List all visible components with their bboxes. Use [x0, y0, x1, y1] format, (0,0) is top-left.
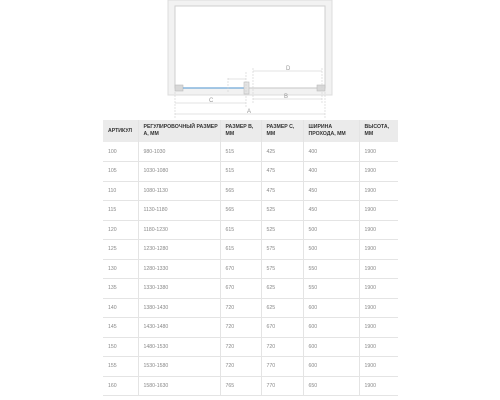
cell-passage-width: 650 — [303, 376, 359, 396]
door-handle — [244, 82, 249, 94]
cell-adjust-size-a: 1580-1630 — [138, 376, 220, 396]
cell-article: 130 — [108, 265, 117, 272]
cell-article: 155 — [108, 363, 117, 370]
cell-size-b: 615 — [220, 240, 261, 260]
cell-passage-width: 450 — [303, 201, 359, 221]
cell-height: 1900 — [359, 376, 398, 396]
shower-door-diagram — [0, 0, 500, 118]
table-row — [103, 357, 398, 377]
header-height: ВЫСОТА, ММ — [359, 120, 398, 142]
cell-height: 1900 — [359, 220, 398, 240]
cell-article: 100 — [108, 148, 117, 155]
cell-adjust-size-a: 1230-1280 — [138, 240, 220, 260]
right-profile — [317, 85, 325, 91]
cell-size-b: 720 — [220, 298, 261, 318]
cell-size-b: 565 — [220, 181, 261, 201]
header-row — [103, 120, 398, 142]
cell-size-c: 625 — [261, 279, 303, 299]
cell-size-b: 765 — [220, 376, 261, 396]
cell-size-c: 475 — [261, 181, 303, 201]
cell-size-c: 670 — [261, 318, 303, 338]
cell-passage-width: 600 — [303, 337, 359, 357]
cell-adjust-size-a: 1080-1130 — [138, 181, 220, 201]
cell-height: 1900 — [359, 201, 398, 221]
cell-adjust-size-a: 1030-1080 — [138, 162, 220, 182]
cell-size-c: 525 — [261, 220, 303, 240]
cell-adjust-size-a: 1530-1580 — [138, 357, 220, 377]
cell-height: 1900 — [359, 298, 398, 318]
header-adjust-size-a: РЕГУЛИРОВОЧНЫЙ РАЗМЕР А, ММ — [138, 120, 220, 142]
left-profile — [175, 85, 183, 91]
cell-article: 135 — [108, 285, 117, 292]
cell-adjust-size-a: 1430-1480 — [138, 318, 220, 338]
table-row — [103, 376, 398, 396]
glass-panel — [175, 6, 325, 88]
cell-size-c: 525 — [261, 201, 303, 221]
cell-height: 1900 — [359, 240, 398, 260]
cell-size-b: 565 — [220, 201, 261, 221]
cell-size-b: 615 — [220, 220, 261, 240]
cell-passage-width: 400 — [303, 142, 359, 162]
cell-height: 1900 — [359, 279, 398, 299]
cell-size-c: 575 — [261, 240, 303, 260]
table-row — [103, 279, 398, 299]
cell-article: 140 — [108, 304, 117, 311]
table-row — [103, 240, 398, 260]
dimension-label-a: A — [247, 109, 252, 115]
cell-size-c: 770 — [261, 357, 303, 377]
table-row — [103, 298, 398, 318]
cell-height: 1900 — [359, 259, 398, 279]
cell-article: 150 — [108, 343, 117, 350]
header-size-b: РАЗМЕР В, ММ — [220, 120, 261, 142]
cell-size-b: 515 — [220, 162, 261, 182]
cell-adjust-size-a: 1130-1180 — [138, 201, 220, 221]
cell-adjust-size-a: 980-1030 — [138, 142, 220, 162]
table-row — [103, 337, 398, 357]
cell-adjust-size-a: 1280-1330 — [138, 259, 220, 279]
cell-adjust-size-a: 1480-1530 — [138, 337, 220, 357]
dimension-label-c: C — [209, 98, 214, 104]
cell-passage-width: 600 — [303, 318, 359, 338]
cell-size-b: 720 — [220, 337, 261, 357]
cell-passage-width: 600 — [303, 298, 359, 318]
cell-article: 115 — [108, 207, 117, 214]
cell-height: 1900 — [359, 142, 398, 162]
cell-passage-width: 550 — [303, 279, 359, 299]
cell-article: 120 — [108, 226, 117, 233]
table-row — [103, 259, 398, 279]
cell-height: 1900 — [359, 357, 398, 377]
cell-passage-width: 500 — [303, 220, 359, 240]
cell-size-b: 670 — [220, 259, 261, 279]
cell-size-b: 720 — [220, 357, 261, 377]
cell-size-b: 515 — [220, 142, 261, 162]
dimension-label-d: D — [286, 66, 291, 72]
cell-size-b: 670 — [220, 279, 261, 299]
header-article: АРТИКУЛ — [108, 127, 132, 134]
cell-height: 1900 — [359, 162, 398, 182]
cell-size-c: 625 — [261, 298, 303, 318]
header-passage-width: ШИРИНА ПРОХОДА, ММ — [303, 120, 359, 142]
cell-size-c: 720 — [261, 337, 303, 357]
cell-size-c: 770 — [261, 376, 303, 396]
table-row — [103, 220, 398, 240]
table-row — [103, 201, 398, 221]
cell-height: 1900 — [359, 318, 398, 338]
cell-adjust-size-a: 1380-1430 — [138, 298, 220, 318]
cell-size-c: 575 — [261, 259, 303, 279]
diagram-svg — [0, 0, 500, 118]
spec-table-body — [103, 142, 398, 396]
cell-size-b: 720 — [220, 318, 261, 338]
table-row — [103, 181, 398, 201]
cell-adjust-size-a: 1330-1380 — [138, 279, 220, 299]
cell-article: 105 — [108, 168, 117, 175]
cell-size-c: 425 — [261, 142, 303, 162]
table-row — [103, 162, 398, 182]
table-row — [103, 318, 398, 338]
cell-article: 145 — [108, 324, 117, 331]
spec-table — [103, 120, 398, 396]
cell-adjust-size-a: 1180-1230 — [138, 220, 220, 240]
cell-height: 1900 — [359, 181, 398, 201]
cell-passage-width: 450 — [303, 181, 359, 201]
cell-height: 1900 — [359, 337, 398, 357]
dimension-label-b: B — [284, 94, 289, 100]
header-size-c: РАЗМЕР С, ММ — [261, 120, 303, 142]
cell-size-c: 475 — [261, 162, 303, 182]
cell-article: 110 — [108, 187, 117, 194]
cell-passage-width: 400 — [303, 162, 359, 182]
table-row — [103, 142, 398, 162]
cell-passage-width: 550 — [303, 259, 359, 279]
cell-passage-width: 600 — [303, 357, 359, 377]
cell-passage-width: 500 — [303, 240, 359, 260]
cell-article: 160 — [108, 382, 117, 389]
spec-table-header — [103, 120, 398, 142]
cell-article: 125 — [108, 246, 117, 253]
